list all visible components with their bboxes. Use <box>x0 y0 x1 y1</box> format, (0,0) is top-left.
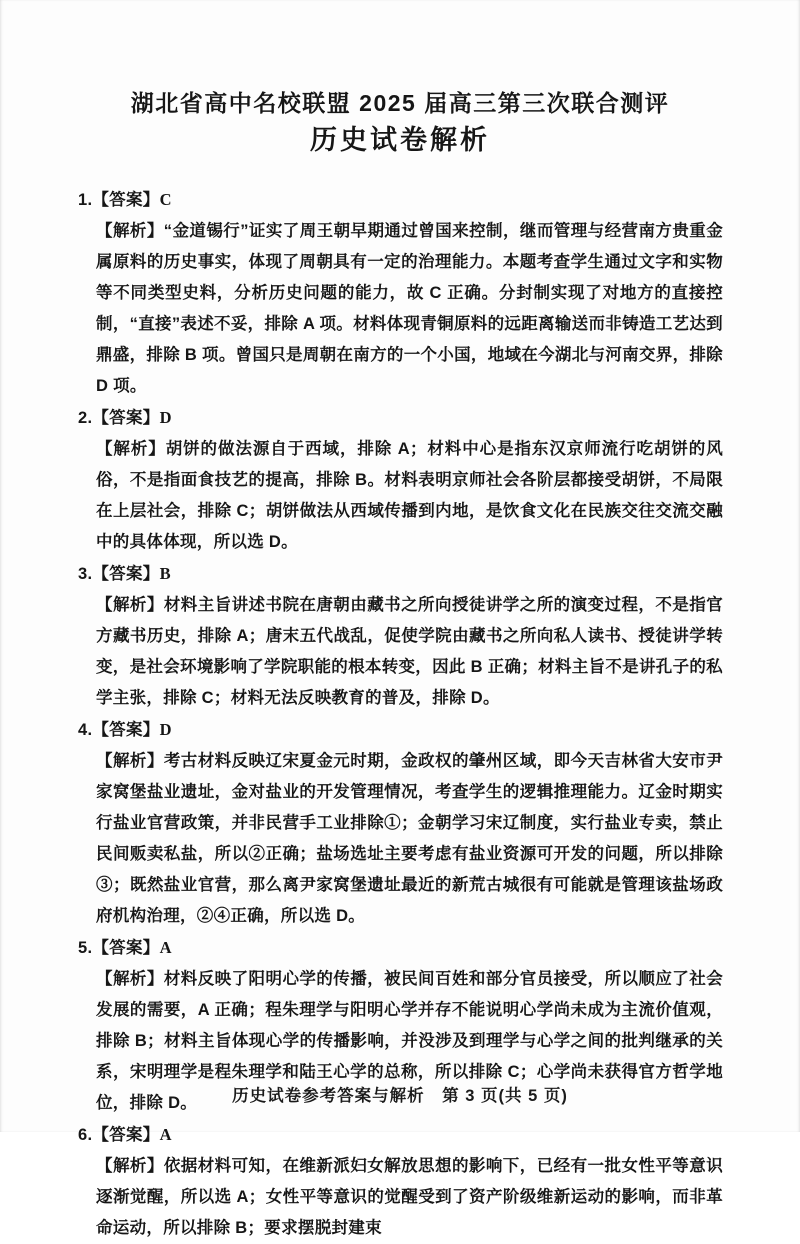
analysis-paragraph <box>96 434 723 558</box>
analysis-paragraph <box>96 1151 723 1244</box>
answer-line <box>78 1119 723 1151</box>
answer-line <box>78 714 723 746</box>
answer-value: B <box>159 564 171 583</box>
analysis-text: 材料主旨讲述书院在唐朝由藏书之所向授徒讲学之所的演变过程，不是指官方藏书历史，排除 A；唐末五代战乱，促使学院由藏书之所向私人读书、授徒讲学转变，是社会环境影响了学院职能的根本转变，因此 B 正确；材料主旨不是讲孔子的私学主张，排除 C；材料无法反映教育的普及，排除 D。 <box>96 596 724 707</box>
document-header <box>0 0 800 162</box>
analysis-label: 【解析】 <box>96 752 164 770</box>
answer-label: 【答案】 <box>92 1126 160 1144</box>
answer-block-2 <box>78 402 723 558</box>
answer-value: D <box>159 408 172 427</box>
analysis-text: “金道锡行”证实了周王朝早期通过曾国来控制，继而管理与经营南方贵重金属原料的历史事实，体现了周朝具有一定的治理能力。本题考查学生通过文字和实物等不同类型史料，分析历史问题的能力，故 C 正确。分封制实现了对地方的直接控制，“直接”表述不妥，排除 A 项。材料体现青铜原料的远距离输送而非铸造工艺达到鼎盛，排除 B 项。曾国只是周朝在南方的一个小国，地域在今湖北与河南交界，排除 D 项。 <box>96 222 724 395</box>
question-number: 1. <box>78 191 93 209</box>
analysis-label: 【解析】 <box>96 222 164 240</box>
answer-block-4 <box>78 714 723 932</box>
question-number: 3. <box>78 565 93 583</box>
analysis-paragraph <box>96 746 723 932</box>
answer-block-1 <box>78 184 723 402</box>
analysis-paragraph <box>96 590 723 714</box>
answer-label: 【答案】 <box>92 409 160 427</box>
answer-value: A <box>159 938 172 957</box>
answer-label: 【答案】 <box>92 191 160 209</box>
answer-block-6 <box>78 1119 723 1244</box>
answer-line <box>78 932 723 964</box>
analysis-paragraph <box>96 216 723 402</box>
analysis-label: 【解析】 <box>96 970 164 988</box>
analysis-label: 【解析】 <box>96 596 164 614</box>
question-number: 2. <box>78 409 93 427</box>
analysis-label: 【解析】 <box>96 1157 164 1175</box>
analysis-label: 【解析】 <box>96 440 166 458</box>
page-footer <box>0 1082 800 1106</box>
page-subtitle: 历史试卷解析 <box>310 125 490 155</box>
analysis-text: 材料反映了阳明心学的传播，被民间百姓和部分官员接受，所以顺应了社会发展的需要，A 正确；程朱理学与阳明心学并存不能说明心学尚未成为主流价值观，排除 B；材料主旨体现心学的传播影响，并没涉及到理学与心学之间的批判继承的关系，宋明理学是程朱理学和陆王心学的总称，所以排除 C；心学尚未获得官方哲学地位，排除 D。 <box>96 970 724 1112</box>
question-number: 6. <box>78 1126 93 1144</box>
analysis-text: 依据材料可知，在维新派妇女解放思想的影响下，已经有一批女性平等意识逐渐觉醒，所以选 A；女性平等意识的觉醒受到了资产阶级维新运动的影响，而非革命运动，所以排除 B；要求摆脱封建束 <box>96 1157 724 1237</box>
answer-value: C <box>159 190 172 209</box>
page-title: 湖北省高中名校联盟 2025 届高三第三次联合测评 <box>130 90 670 116</box>
analysis-text: 胡饼的做法源自于西域，排除 A；材料中心是指东汉京师流行吃胡饼的风俗，不是指面食技艺的提高，排除 B。材料表明京师社会各阶层都接受胡饼，不局限在上层社会，排除 C；胡饼做法从西域传播到内地，是饮食文化在民族交往交流交融中的具体体现，所以选 D。 <box>96 440 723 551</box>
question-number: 4. <box>78 721 93 739</box>
answer-line <box>78 402 723 434</box>
answer-block-3 <box>78 558 723 714</box>
answer-label: 【答案】 <box>92 939 160 957</box>
answer-label: 【答案】 <box>92 721 160 739</box>
answer-value: A <box>159 1125 172 1144</box>
answer-value: D <box>159 720 172 739</box>
answer-line <box>78 558 723 590</box>
analysis-text: 考古材料反映辽宋夏金元时期，金政权的肇州区域，即今天吉林省大安市尹家窝堡盐业遗址，金对盐业的开发管理情况，考查学生的逻辑推理能力。辽金时期实行盐业官营政策，并非民营手工业排除①；金朝学习宋辽制度，实行盐业专卖，禁止民间贩卖私盐，所以②正确；盐场选址主要考虑有盐业资源可开发的问题，所以排除③；既然盐业官营，那么离尹家窝堡遗址最近的新荒古城很有可能就是管理该盐场政府机构治理，②④正确，所以选 D。 <box>96 752 724 925</box>
question-number: 5. <box>78 939 93 957</box>
answer-label: 【答案】 <box>92 565 160 583</box>
answer-line <box>78 184 723 216</box>
footer-text: 历史试卷参考答案与解析 第 3 页(共 5 页) <box>232 1087 568 1105</box>
